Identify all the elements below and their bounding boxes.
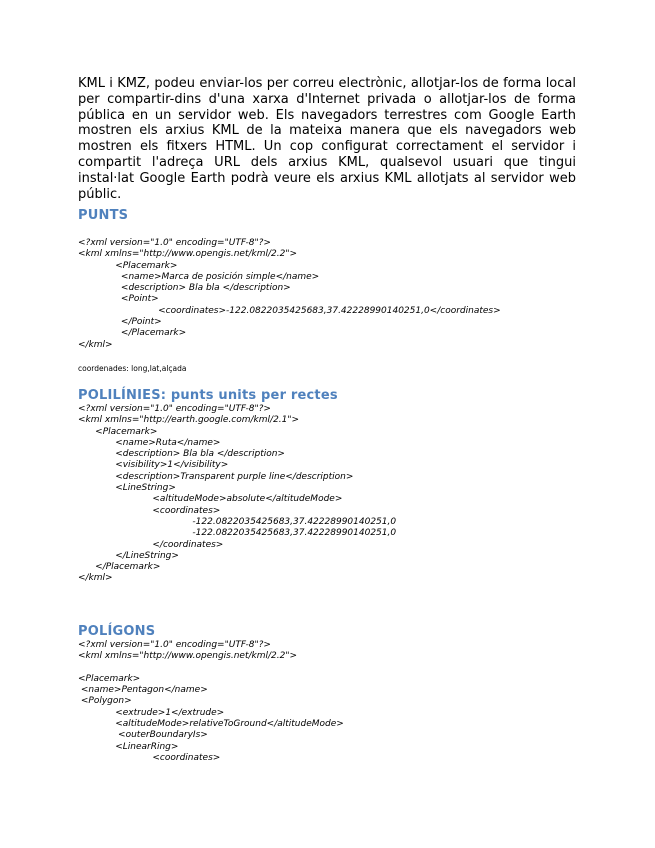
code-line: <name>Ruta</name> [78,437,221,448]
code-line: <coordinates> [78,752,221,763]
code-line: </LineString> [78,550,179,561]
code-line: <?xml version="1.0" encoding="UTF-8"?> [78,404,271,414]
code-line: <description> Bla bla </description> [78,449,285,460]
code-line: <LineString> [78,483,176,494]
heading-points: PUNTS [78,208,129,223]
code-line: <visibility>1</visibility> [78,460,229,471]
code-line: <description>Transparent purple line</description> [78,471,354,482]
code-line: <Placemark> [78,426,158,437]
code-line: <Placemark> [78,260,178,271]
code-line: <altitudeMode>absolute</altitudeMode> [78,494,343,505]
code-line: <kml xmlns="http://www.opengis.net/kml/2.2"> [78,651,298,662]
code-line: </Placemark> [78,562,161,573]
code-line: </coordinates> [78,539,224,550]
heading-polylines: POLILÍNIES: punts units per rectes [78,388,338,403]
code-line: <?xml version="1.0" encoding="UTF-8"?> [78,640,271,650]
code-line: </Placemark> [78,328,187,339]
code-line: </kml> [78,339,113,350]
code-line: <kml xmlns="http://www.opengis.net/kml/2.2"> [78,249,298,260]
code-line [78,663,344,674]
code-line: -122.0822035425683,37.42228990140251,0 [78,516,397,527]
code-block-polylines [78,404,396,585]
heading-polygons: POLÍGONS [78,624,156,639]
code-line: <altitudeMode>relativeToGround</altitudeMode> [78,719,344,730]
code-block-polygons [78,640,344,764]
code-line: <Polygon> [78,696,132,707]
code-line: <name>Marca de posición simple</name> [78,271,320,282]
code-line: <coordinates>-122.0822035425683,37.42228990140251,0</coordinates> [78,305,501,316]
code-block-points [78,238,501,351]
code-line: <Point> [78,294,159,305]
intro-paragraph: KML i KMZ, podeu enviar-los per correu electrònic, allotjar-los de forma local per compartir-dins d'una xarxa d'Internet privada o allotjar-los de forma pública en un servidor web. Els navegadors terrestres com Google Earth mostren els arxius KML de la mateixa manera que els navegadors web mostren els fitxers HTML. Un cop configurat correctament el servidor i compartit l'adreça URL dels arxius KML, qualsevol usuari que tingui instal·lat Google Earth podrà veure els arxius KML allotjats al servidor web públic. [78,76,576,202]
code-line: <kml xmlns="http://earth.google.com/kml/2.1"> [78,415,300,426]
code-line: <coordinates> [78,505,221,516]
code-line: <name>Pentagon</name> [78,685,208,696]
code-line: <outerBoundaryIs> [78,730,208,741]
code-line: </Point> [78,317,162,328]
code-line: <Placemark> [78,673,141,684]
code-line: <description> Bla bla </description> [78,283,291,294]
code-line: </kml> [78,573,113,584]
code-line: -122.0822035425683,37.42228990140251,0 [78,528,397,539]
code-line: <LinearRing> [78,741,179,752]
coordinates-note: coordenades: long,lat,alçada [78,364,187,373]
code-line: <extrude>1</extrude> [78,707,225,718]
code-line: <?xml version="1.0" encoding="UTF-8"?> [78,238,271,248]
